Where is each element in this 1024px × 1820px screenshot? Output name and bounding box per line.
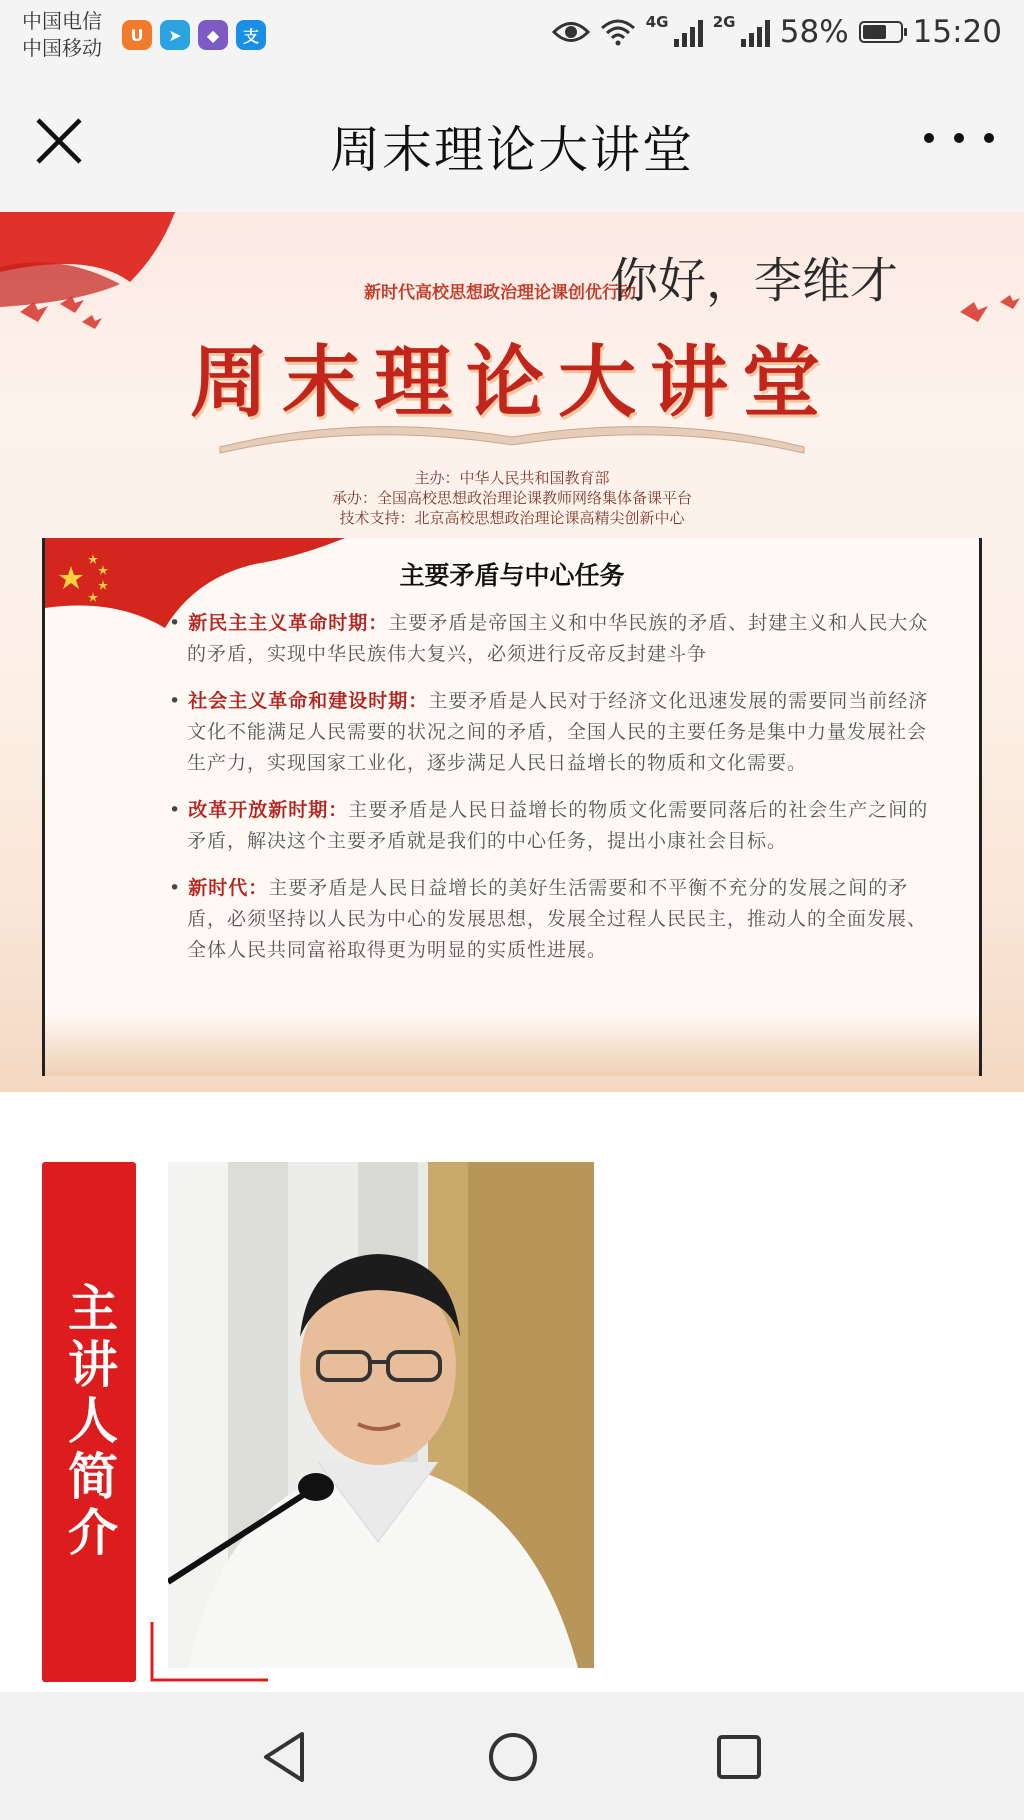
bullet-marker: • bbox=[169, 799, 182, 821]
banner-subtitle: 新时代高校思想政治理论课创优行动 bbox=[364, 283, 636, 303]
home-circle-icon bbox=[478, 1722, 548, 1792]
credit-organizer: 主办：中华人民共和国教育部 bbox=[414, 469, 610, 487]
contradictions-panel bbox=[42, 538, 982, 1076]
speaker-photo bbox=[168, 1162, 594, 1668]
item-heading: 新民主主义革命时期： bbox=[188, 612, 389, 634]
status-indicators bbox=[552, 14, 1002, 50]
list-item bbox=[169, 608, 937, 670]
recent-apps-button[interactable] bbox=[704, 1722, 774, 1792]
network-4g-label: 4G bbox=[645, 13, 669, 31]
carrier-1: 中国电信 bbox=[22, 9, 102, 33]
more-dot-icon bbox=[924, 133, 934, 143]
more-options-button[interactable] bbox=[924, 118, 994, 158]
carrier-names bbox=[22, 8, 102, 62]
item-heading: 新时代： bbox=[188, 877, 269, 899]
signal-4g-icon bbox=[645, 13, 703, 47]
bullet-marker: • bbox=[169, 612, 182, 634]
battery-percent: 58% bbox=[779, 14, 849, 50]
back-button[interactable] bbox=[250, 1722, 320, 1792]
bullet-marker: • bbox=[169, 690, 182, 712]
back-triangle-icon bbox=[250, 1722, 320, 1792]
item-text: 主要矛盾是人民对于经济文化迅速发展的需要同当前经济文化不能满足人民需要的状况之间的矛盾，全国人民的主要任务是集中力量发展社会生产力，实现国家工业化，逐步满足人民日益增长的物质和文化需要。 bbox=[187, 690, 929, 774]
speaker-intro-label bbox=[42, 1162, 136, 1682]
signal-2g-icon bbox=[712, 13, 770, 47]
contradictions-list bbox=[169, 608, 937, 982]
more-dot-icon bbox=[954, 133, 964, 143]
notification-icons bbox=[122, 20, 266, 50]
battery-icon bbox=[859, 21, 903, 43]
system-navigation-bar bbox=[0, 1692, 1024, 1820]
more-dot-icon bbox=[984, 133, 994, 143]
speaker-intro-text: 主讲人简介 bbox=[60, 1282, 118, 1562]
page-title: 周末理论大讲堂 bbox=[330, 121, 694, 179]
credit-tech-support: 技术支持：北京高校思想政治理论课高精尖创新中心 bbox=[339, 509, 685, 527]
bullet-marker: • bbox=[169, 877, 182, 899]
home-button[interactable] bbox=[478, 1722, 548, 1792]
list-item bbox=[169, 686, 937, 779]
item-text: 主要矛盾是帝国主义和中华民族的矛盾、封建主义和人民大众的矛盾，实现中华民族伟大复兴，必须进行反帝反封建斗争 bbox=[187, 612, 929, 665]
item-heading: 改革开放新时期： bbox=[188, 799, 349, 821]
alipay-icon: 支 bbox=[236, 20, 266, 50]
user-greeting: 你好，李维才 bbox=[610, 253, 899, 309]
app-purple-icon: ◆ bbox=[198, 20, 228, 50]
panel-title: 主要矛盾与中心任务 bbox=[399, 561, 625, 590]
list-item bbox=[169, 873, 937, 966]
panel-decoration bbox=[45, 1016, 979, 1076]
eye-comfort-icon bbox=[552, 19, 590, 45]
banner-credits bbox=[0, 468, 1024, 528]
recent-apps-square-icon bbox=[704, 1722, 774, 1792]
uc-browser-icon: U bbox=[122, 20, 152, 50]
status-bar bbox=[0, 0, 1024, 72]
item-heading: 社会主义革命和建设时期： bbox=[188, 690, 429, 712]
banner-title: 周末理论大讲堂 bbox=[189, 337, 834, 428]
lecture-banner bbox=[0, 212, 1024, 1092]
list-item bbox=[169, 795, 937, 857]
photo-frame-decoration bbox=[150, 1622, 270, 1692]
clock: 15:20 bbox=[912, 14, 1002, 50]
credit-host: 承办：全国高校思想政治理论课教师网络集体备课平台 bbox=[331, 489, 692, 507]
carrier-2: 中国移动 bbox=[22, 36, 102, 60]
book-illustration bbox=[210, 407, 814, 457]
article-content[interactable] bbox=[0, 212, 1024, 1692]
nav-bar bbox=[0, 72, 1024, 212]
speaker-section bbox=[0, 1152, 1024, 1692]
item-text: 主要矛盾是人民日益增长的美好生活需要和不平衡不充分的发展之间的矛盾，必须坚持以人民为中心的发展思想，发展全过程人民民主，推动人的全面发展、全体人民共同富裕取得更为明显的实质性进展。 bbox=[187, 877, 928, 961]
telegram-icon: ➤ bbox=[160, 20, 190, 50]
network-2g-label: 2G bbox=[712, 13, 736, 31]
item-text: 主要矛盾是人民日益增长的物质文化需要同落后的社会生产之间的矛盾，解决这个主要矛盾就是我们的中心任务，提出小康社会目标。 bbox=[187, 799, 929, 852]
wifi-icon bbox=[600, 18, 636, 46]
